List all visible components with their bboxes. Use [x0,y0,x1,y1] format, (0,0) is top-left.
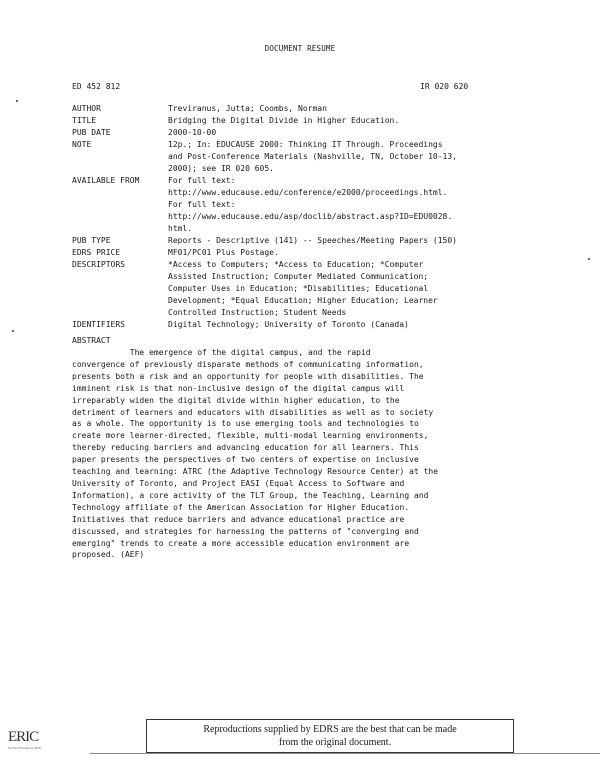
footer-divider [90,753,600,754]
eric-logo-subtext: Full Text Provided by ERIC [8,746,42,750]
field-descriptors [72,259,532,319]
field-note [72,139,532,175]
eric-logo [8,728,42,764]
field-label: IDENTIFIERS [72,320,125,329]
field-value: For full text: http://www.educause.edu/conference/e2000/proceedings.html. For full text: http://www.educause.edu/asp/doclib/abstract.asp?ID=EDU0028. html. [168,176,453,233]
field-edrs-price [72,247,532,259]
metadata-fields [72,103,532,331]
abstract-heading: ABSTRACT [72,336,111,345]
field-value: Reports - Descriptive (141) -- Speeches/Meeting Papers (150) [168,236,457,245]
field-label: NOTE [72,140,92,149]
field-author [72,103,532,115]
field-label: PUB TYPE [72,236,111,245]
field-label: EDRS PRICE [72,248,121,257]
scan-speck [16,100,18,102]
field-available-from [72,175,532,235]
reproduction-notice [146,719,514,753]
reproduction-notice-line2: from the original document. [278,737,392,748]
field-value: 12p.; In: EDUCAUSE 2000: Thinking IT Through. Proceedings and Post-Conference Materials (Nashville, TN, October 10-13, 2000); see IR 020 605. [168,140,457,173]
field-value: Treviranus, Jutta; Coombs, Norman [168,104,327,113]
field-label: AUTHOR [72,104,101,113]
scan-speck [12,330,14,332]
field-identifiers [72,319,532,331]
field-value: MF01/PC01 Plus Postage. [168,248,279,257]
field-label: TITLE [72,116,97,125]
abstract-body: The emergence of the digital campus, and the rapid convergence of previously disparate methods of communicating information, presents both a risk and an opportunity for people with disabilities. The imminent risk is that non-inclusive design of the digital campus will irreparably widen the digital divide within higher education, to the detriment of learners and educators with disabilities as well as to society as a whole. The opportunity is to use emerging tools and technologies to create more learner-directed, flexible, multi-modal learning environments, thereby reducing barriers and advancing education for all learners. This paper presents the perspectives of two centers of expertise on inclusive teaching and learning: ATRC (the Adaptive Technology Resource Center) at the University of Toronto, and Project EASI (Equal Access to Software and Information), a core activity of the TLT Group, the Teaching, Learning and Technology affiliate of the American Association for Higher Education. Initiatives that reduce barriers and advance educational practice are discussed, and strategies for harnessing the patterns of "converging and emerging" trends to create a more accessible education environment are proposed. (AEF) [72,348,439,560]
scan-speck [588,258,590,260]
reproduction-notice-line1: Reproductions supplied by EDRS are the best that can be made [203,724,457,735]
document-title: DOCUMENT RESUME [264,44,336,53]
field-value: Digital Technology; University of Toronto (Canada) [168,320,409,329]
field-value: 2000-10-00 [168,128,217,137]
field-label: DESCRIPTORS [72,260,125,269]
field-label: PUB DATE [72,128,111,137]
ir-number: IR 020 620 [420,82,469,91]
field-value: Bridging the Digital Divide in Higher Education. [168,116,400,125]
eric-logo-letters: ERIC [8,729,39,745]
field-pub-type [72,235,532,247]
field-value: *Access to Computers; *Access to Education; *Computer Assisted Instruction; Computer Mediated Communication; Computer Uses in Education; *Disabilities; Educational Development; *Equal Education; Higher Education; Learner Controlled Instruction; Student Needs [168,260,438,317]
field-label: AVAILABLE FROM [72,176,140,185]
ed-number: ED 452 812 [72,82,121,91]
field-title [72,115,532,127]
field-pub-date [72,127,532,139]
